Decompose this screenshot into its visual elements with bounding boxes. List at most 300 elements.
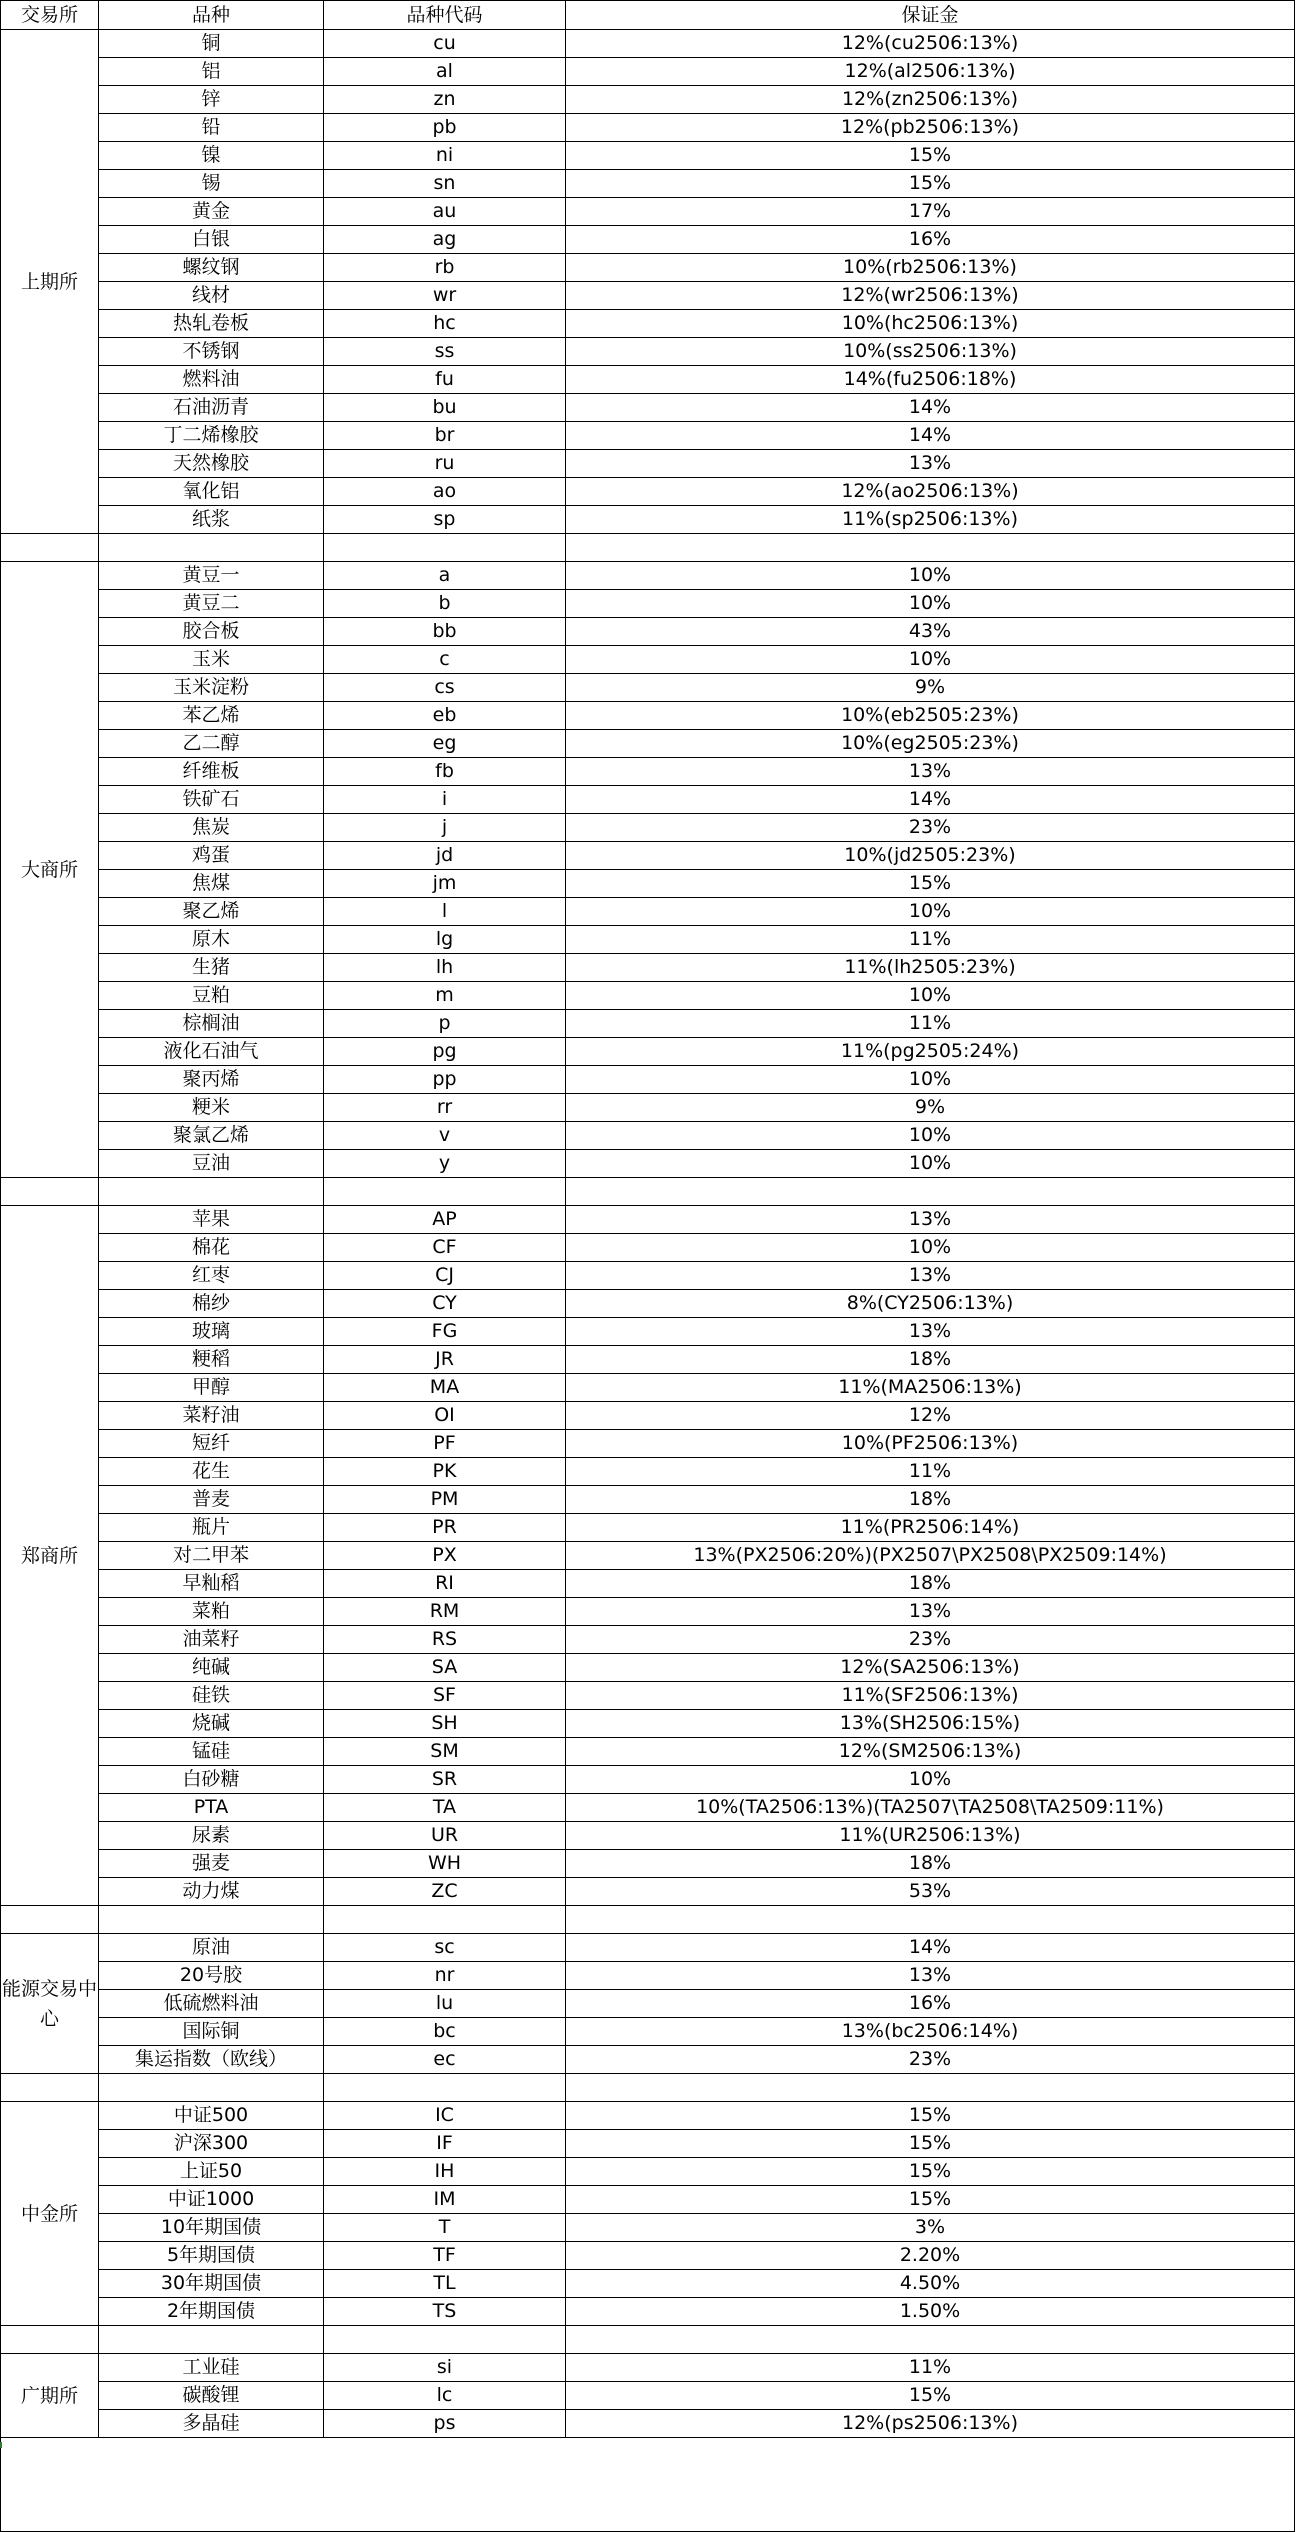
code-cell[interactable]: bc — [324, 2018, 566, 2046]
code-cell[interactable]: ni — [324, 142, 566, 170]
variety-cell[interactable]: 聚乙烯 — [99, 898, 324, 926]
margin-cell[interactable]: 10%(rb2506:13%) — [566, 254, 1295, 282]
code-cell[interactable]: SR — [324, 1766, 566, 1794]
variety-cell[interactable]: 甲醇 — [99, 1374, 324, 1402]
code-cell[interactable]: ss — [324, 338, 566, 366]
variety-cell[interactable]: 短纤 — [99, 1430, 324, 1458]
variety-cell[interactable]: PTA — [99, 1794, 324, 1822]
code-cell[interactable]: IF — [324, 2130, 566, 2158]
code-cell[interactable]: FG — [324, 1318, 566, 1346]
variety-cell[interactable]: 国际铜 — [99, 2018, 324, 2046]
margin-cell[interactable]: 18% — [566, 1850, 1295, 1878]
margin-cell[interactable]: 12%(ps2506:13%) — [566, 2410, 1295, 2438]
variety-cell[interactable]: 动力煤 — [99, 1878, 324, 1906]
margin-cell[interactable]: 17% — [566, 198, 1295, 226]
margin-cell[interactable]: 11% — [566, 926, 1295, 954]
code-cell[interactable]: br — [324, 422, 566, 450]
code-cell[interactable]: sc — [324, 1934, 566, 1962]
empty-cell[interactable] — [1, 2438, 1295, 2532]
variety-cell[interactable]: 镍 — [99, 142, 324, 170]
code-cell[interactable]: SH — [324, 1710, 566, 1738]
margin-cell[interactable]: 11%(MA2506:13%) — [566, 1374, 1295, 1402]
margin-cell[interactable]: 18% — [566, 1486, 1295, 1514]
variety-cell[interactable]: 生猪 — [99, 954, 324, 982]
empty-cell[interactable] — [99, 1906, 324, 1934]
variety-cell[interactable]: 沪深300 — [99, 2130, 324, 2158]
variety-cell[interactable]: 锌 — [99, 86, 324, 114]
margin-cell[interactable]: 10% — [566, 1766, 1295, 1794]
empty-cell[interactable] — [99, 534, 324, 562]
margin-cell[interactable]: 1.50% — [566, 2298, 1295, 2326]
code-cell[interactable]: TS — [324, 2298, 566, 2326]
code-cell[interactable]: IM — [324, 2186, 566, 2214]
margin-cell[interactable]: 13%(PX2506:20%)(PX2507\PX2508\PX2509:14%) — [566, 1542, 1295, 1570]
margin-cell[interactable]: 10%(eg2505:23%) — [566, 730, 1295, 758]
margin-cell[interactable]: 10% — [566, 898, 1295, 926]
empty-cell[interactable] — [324, 2326, 566, 2354]
variety-cell[interactable]: 低硫燃料油 — [99, 1990, 324, 2018]
margin-cell[interactable]: 15% — [566, 170, 1295, 198]
code-cell[interactable]: pp — [324, 1066, 566, 1094]
margin-cell[interactable]: 10%(hc2506:13%) — [566, 310, 1295, 338]
variety-cell[interactable]: 10年期国债 — [99, 2214, 324, 2242]
variety-cell[interactable]: 白银 — [99, 226, 324, 254]
margin-cell[interactable]: 9% — [566, 1094, 1295, 1122]
code-cell[interactable]: sp — [324, 506, 566, 534]
variety-cell[interactable]: 菜籽油 — [99, 1402, 324, 1430]
code-cell[interactable]: lc — [324, 2382, 566, 2410]
margin-cell[interactable]: 13%(bc2506:14%) — [566, 2018, 1295, 2046]
table-row — [1, 1934, 1295, 1962]
margin-cell[interactable]: 13% — [566, 1206, 1295, 1234]
code-cell[interactable]: T — [324, 2214, 566, 2242]
margin-cell[interactable]: 11% — [566, 1010, 1295, 1038]
margin-cell[interactable]: 11%(UR2506:13%) — [566, 1822, 1295, 1850]
empty-cell[interactable] — [99, 2326, 324, 2354]
variety-cell[interactable]: 液化石油气 — [99, 1038, 324, 1066]
variety-cell[interactable]: 油菜籽 — [99, 1626, 324, 1654]
empty-cell[interactable] — [1, 2326, 99, 2354]
margin-cell[interactable]: 11%(sp2506:13%) — [566, 506, 1295, 534]
margin-cell[interactable]: 4.50% — [566, 2270, 1295, 2298]
variety-cell[interactable]: 碳酸锂 — [99, 2382, 324, 2410]
variety-cell[interactable]: 粳稻 — [99, 1346, 324, 1374]
variety-cell[interactable]: 豆油 — [99, 1150, 324, 1178]
variety-cell[interactable]: 红枣 — [99, 1262, 324, 1290]
variety-cell[interactable]: 焦煤 — [99, 870, 324, 898]
exchange-cell[interactable]: 大商所 — [1, 562, 99, 1178]
variety-cell[interactable]: 锡 — [99, 170, 324, 198]
code-cell[interactable]: i — [324, 786, 566, 814]
margin-cell[interactable]: 23% — [566, 2046, 1295, 2074]
variety-cell[interactable]: 中证1000 — [99, 2186, 324, 2214]
margin-cell[interactable]: 10%(TA2506:13%)(TA2507\TA2508\TA2509:11%) — [566, 1794, 1295, 1822]
variety-cell[interactable]: 苯乙烯 — [99, 702, 324, 730]
empty-cell[interactable] — [566, 1178, 1295, 1206]
margin-cell[interactable]: 16% — [566, 1990, 1295, 2018]
margin-cell[interactable]: 43% — [566, 618, 1295, 646]
code-cell[interactable]: UR — [324, 1822, 566, 1850]
table-row — [1, 114, 1295, 142]
table-row — [1, 1598, 1295, 1626]
code-cell[interactable]: ru — [324, 450, 566, 478]
variety-cell[interactable]: 玻璃 — [99, 1318, 324, 1346]
code-cell[interactable]: TL — [324, 2270, 566, 2298]
code-cell[interactable]: v — [324, 1122, 566, 1150]
code-cell[interactable]: c — [324, 646, 566, 674]
code-cell[interactable]: al — [324, 58, 566, 86]
margin-cell[interactable]: 14% — [566, 394, 1295, 422]
empty-cell[interactable] — [566, 534, 1295, 562]
code-cell[interactable]: PK — [324, 1458, 566, 1486]
margin-cell[interactable]: 12%(cu2506:13%) — [566, 30, 1295, 58]
code-cell[interactable]: jd — [324, 842, 566, 870]
margin-cell[interactable]: 10% — [566, 562, 1295, 590]
variety-cell[interactable]: 氧化铝 — [99, 478, 324, 506]
empty-cell[interactable] — [566, 2074, 1295, 2102]
variety-cell[interactable]: 玉米淀粉 — [99, 674, 324, 702]
code-cell[interactable]: l — [324, 898, 566, 926]
code-cell[interactable]: bu — [324, 394, 566, 422]
exchange-cell[interactable]: 上期所 — [1, 30, 99, 534]
empty-cell[interactable] — [324, 1178, 566, 1206]
variety-cell[interactable]: 白砂糖 — [99, 1766, 324, 1794]
variety-cell[interactable]: 纯碱 — [99, 1654, 324, 1682]
variety-cell[interactable]: 铁矿石 — [99, 786, 324, 814]
margin-cell[interactable]: 13% — [566, 1598, 1295, 1626]
table-row — [1, 562, 1295, 590]
variety-cell[interactable]: 不锈钢 — [99, 338, 324, 366]
variety-cell[interactable]: 原油 — [99, 1934, 324, 1962]
code-cell[interactable]: m — [324, 982, 566, 1010]
margin-cell[interactable]: 13%(SH2506:15%) — [566, 1710, 1295, 1738]
margin-cell[interactable]: 11%(SF2506:13%) — [566, 1682, 1295, 1710]
margin-cell[interactable]: 11%(lh2505:23%) — [566, 954, 1295, 982]
variety-cell[interactable]: 鸡蛋 — [99, 842, 324, 870]
variety-cell[interactable]: 黄金 — [99, 198, 324, 226]
code-cell[interactable]: eb — [324, 702, 566, 730]
header-code[interactable]: 品种代码 — [324, 1, 566, 30]
variety-cell[interactable]: 焦炭 — [99, 814, 324, 842]
code-cell[interactable]: bb — [324, 618, 566, 646]
variety-cell[interactable]: 多晶硅 — [99, 2410, 324, 2438]
code-cell[interactable]: CJ — [324, 1262, 566, 1290]
variety-cell[interactable]: 玉米 — [99, 646, 324, 674]
table-row — [1, 1682, 1295, 1710]
empty-cell[interactable] — [324, 1906, 566, 1934]
empty-cell[interactable] — [1, 1906, 99, 1934]
empty-cell[interactable] — [99, 2074, 324, 2102]
variety-cell[interactable]: 菜粕 — [99, 1598, 324, 1626]
margin-cell[interactable]: 15% — [566, 2382, 1295, 2410]
code-cell[interactable]: a — [324, 562, 566, 590]
table-row — [1, 590, 1295, 618]
variety-cell[interactable]: 线材 — [99, 282, 324, 310]
code-cell[interactable]: AP — [324, 1206, 566, 1234]
code-cell[interactable]: pb — [324, 114, 566, 142]
variety-cell[interactable]: 燃料油 — [99, 366, 324, 394]
variety-cell[interactable]: 2年期国债 — [99, 2298, 324, 2326]
variety-cell[interactable]: 豆粕 — [99, 982, 324, 1010]
margin-cell[interactable]: 14% — [566, 786, 1295, 814]
table-row — [1, 366, 1295, 394]
code-cell[interactable]: y — [324, 1150, 566, 1178]
code-cell[interactable]: JR — [324, 1346, 566, 1374]
table-row — [1, 870, 1295, 898]
code-cell[interactable]: au — [324, 198, 566, 226]
code-cell[interactable]: b — [324, 590, 566, 618]
exchange-cell[interactable]: 能源交易中心 — [1, 1934, 99, 2074]
margin-cell[interactable]: 18% — [566, 1570, 1295, 1598]
empty-cell[interactable] — [324, 2074, 566, 2102]
margin-cell[interactable]: 15% — [566, 870, 1295, 898]
empty-cell[interactable] — [1, 2074, 99, 2102]
margin-cell[interactable]: 13% — [566, 1262, 1295, 1290]
table-row — [1, 282, 1295, 310]
code-cell[interactable]: jm — [324, 870, 566, 898]
variety-cell[interactable]: 铜 — [99, 30, 324, 58]
variety-cell[interactable]: 棉花 — [99, 1234, 324, 1262]
margin-cell[interactable]: 3% — [566, 2214, 1295, 2242]
margin-cell[interactable]: 16% — [566, 226, 1295, 254]
variety-cell[interactable]: 上证50 — [99, 2158, 324, 2186]
margin-cell[interactable]: 10%(ss2506:13%) — [566, 338, 1295, 366]
margin-cell[interactable]: 12%(wr2506:13%) — [566, 282, 1295, 310]
empty-cell[interactable] — [99, 1178, 324, 1206]
margin-cell[interactable]: 10%(jd2505:23%) — [566, 842, 1295, 870]
margin-cell[interactable]: 13% — [566, 1962, 1295, 1990]
code-cell[interactable]: SF — [324, 1682, 566, 1710]
variety-cell[interactable]: 早籼稻 — [99, 1570, 324, 1598]
code-cell[interactable]: PM — [324, 1486, 566, 1514]
code-cell[interactable]: WH — [324, 1850, 566, 1878]
margin-cell[interactable]: 2.20% — [566, 2242, 1295, 2270]
table-row — [1, 478, 1295, 506]
blank-row — [1, 1906, 1295, 1934]
code-cell[interactable]: PF — [324, 1430, 566, 1458]
blank-row — [1, 1178, 1295, 1206]
variety-cell[interactable]: 螺纹钢 — [99, 254, 324, 282]
variety-cell[interactable]: 黄豆二 — [99, 590, 324, 618]
code-cell[interactable]: lu — [324, 1990, 566, 2018]
margin-cell[interactable]: 13% — [566, 450, 1295, 478]
code-cell[interactable]: wr — [324, 282, 566, 310]
margin-cell[interactable]: 12%(zn2506:13%) — [566, 86, 1295, 114]
variety-cell[interactable]: 纤维板 — [99, 758, 324, 786]
variety-cell[interactable]: 苹果 — [99, 1206, 324, 1234]
margin-cell[interactable]: 10%(PF2506:13%) — [566, 1430, 1295, 1458]
margin-cell[interactable]: 10% — [566, 1234, 1295, 1262]
margin-cell[interactable]: 9% — [566, 674, 1295, 702]
code-cell[interactable]: ag — [324, 226, 566, 254]
variety-cell[interactable]: 锰硅 — [99, 1738, 324, 1766]
variety-cell[interactable]: 中证500 — [99, 2102, 324, 2130]
variety-cell[interactable]: 聚丙烯 — [99, 1066, 324, 1094]
margin-table-body — [1, 1, 1295, 2532]
variety-cell[interactable]: 粳米 — [99, 1094, 324, 1122]
code-cell[interactable]: ps — [324, 2410, 566, 2438]
margin-cell[interactable]: 12%(SM2506:13%) — [566, 1738, 1295, 1766]
margin-cell[interactable]: 23% — [566, 814, 1295, 842]
variety-cell[interactable]: 棉纱 — [99, 1290, 324, 1318]
variety-cell[interactable]: 铝 — [99, 58, 324, 86]
code-cell[interactable]: fu — [324, 366, 566, 394]
code-cell[interactable]: CF — [324, 1234, 566, 1262]
code-cell[interactable]: p — [324, 1010, 566, 1038]
exchange-cell[interactable]: 广期所 — [1, 2354, 99, 2438]
code-cell[interactable]: ao — [324, 478, 566, 506]
table-row — [1, 842, 1295, 870]
variety-cell[interactable]: 工业硅 — [99, 2354, 324, 2382]
code-cell[interactable]: sn — [324, 170, 566, 198]
margin-cell[interactable]: 11%(PR2506:14%) — [566, 1514, 1295, 1542]
exchange-cell[interactable]: 郑商所 — [1, 1206, 99, 1906]
code-cell[interactable]: PX — [324, 1542, 566, 1570]
code-cell[interactable]: RI — [324, 1570, 566, 1598]
variety-cell[interactable]: 普麦 — [99, 1486, 324, 1514]
code-cell[interactable]: ec — [324, 2046, 566, 2074]
margin-cell[interactable]: 23% — [566, 1626, 1295, 1654]
margin-cell[interactable]: 10% — [566, 646, 1295, 674]
variety-cell[interactable]: 原木 — [99, 926, 324, 954]
empty-cell[interactable] — [324, 534, 566, 562]
margin-cell[interactable]: 8%(CY2506:13%) — [566, 1290, 1295, 1318]
code-cell[interactable]: TF — [324, 2242, 566, 2270]
exchange-cell[interactable]: 中金所 — [1, 2102, 99, 2326]
code-cell[interactable]: IC — [324, 2102, 566, 2130]
margin-cell[interactable]: 10% — [566, 1122, 1295, 1150]
code-cell[interactable]: SM — [324, 1738, 566, 1766]
code-cell[interactable]: lh — [324, 954, 566, 982]
margin-cell[interactable]: 14% — [566, 1934, 1295, 1962]
variety-cell[interactable]: 瓶片 — [99, 1514, 324, 1542]
variety-cell[interactable]: 乙二醇 — [99, 730, 324, 758]
variety-cell[interactable]: 烧碱 — [99, 1710, 324, 1738]
code-cell[interactable]: rr — [324, 1094, 566, 1122]
margin-cell[interactable]: 10% — [566, 1150, 1295, 1178]
margin-cell[interactable]: 15% — [566, 2158, 1295, 2186]
margin-cell[interactable]: 10% — [566, 982, 1295, 1010]
variety-cell[interactable]: 黄豆一 — [99, 562, 324, 590]
table-row — [1, 1374, 1295, 1402]
code-cell[interactable]: IH — [324, 2158, 566, 2186]
code-cell[interactable]: ZC — [324, 1878, 566, 1906]
margin-cell[interactable]: 12%(al2506:13%) — [566, 58, 1295, 86]
empty-cell[interactable] — [1, 534, 99, 562]
margin-cell[interactable]: 12%(pb2506:13%) — [566, 114, 1295, 142]
margin-cell[interactable]: 11% — [566, 2354, 1295, 2382]
margin-cell[interactable]: 10% — [566, 590, 1295, 618]
variety-cell[interactable]: 纸浆 — [99, 506, 324, 534]
code-cell[interactable]: MA — [324, 1374, 566, 1402]
code-cell[interactable]: eg — [324, 730, 566, 758]
variety-cell[interactable]: 硅铁 — [99, 1682, 324, 1710]
table-row — [1, 1878, 1295, 1906]
code-cell[interactable]: si — [324, 2354, 566, 2382]
code-cell[interactable]: RM — [324, 1598, 566, 1626]
table-row — [1, 1066, 1295, 1094]
variety-cell[interactable]: 铅 — [99, 114, 324, 142]
empty-cell[interactable] — [1, 1178, 99, 1206]
code-cell[interactable]: cu — [324, 30, 566, 58]
margin-cell[interactable]: 12% — [566, 1402, 1295, 1430]
variety-cell[interactable]: 5年期国债 — [99, 2242, 324, 2270]
margin-cell[interactable]: 11%(pg2505:24%) — [566, 1038, 1295, 1066]
variety-cell[interactable]: 对二甲苯 — [99, 1542, 324, 1570]
margin-cell[interactable]: 15% — [566, 142, 1295, 170]
header-exchange[interactable]: 交易所 — [1, 1, 99, 30]
code-cell[interactable]: lg — [324, 926, 566, 954]
code-cell[interactable]: zn — [324, 86, 566, 114]
variety-cell[interactable]: 尿素 — [99, 1822, 324, 1850]
table-row — [1, 674, 1295, 702]
code-cell[interactable]: cs — [324, 674, 566, 702]
table-row — [1, 646, 1295, 674]
code-cell[interactable]: rb — [324, 254, 566, 282]
table-row — [1, 2410, 1295, 2438]
variety-cell[interactable]: 集运指数（欧线） — [99, 2046, 324, 2074]
code-cell[interactable]: PR — [324, 1514, 566, 1542]
margin-cell[interactable]: 10% — [566, 1066, 1295, 1094]
table-row — [1, 2242, 1295, 2270]
variety-cell[interactable]: 聚氯乙烯 — [99, 1122, 324, 1150]
margin-cell[interactable]: 15% — [566, 2102, 1295, 2130]
margin-cell[interactable]: 14% — [566, 422, 1295, 450]
table-row — [1, 1318, 1295, 1346]
variety-cell[interactable]: 20号胶 — [99, 1962, 324, 1990]
variety-cell[interactable]: 丁二烯橡胶 — [99, 422, 324, 450]
code-cell[interactable]: j — [324, 814, 566, 842]
empty-cell[interactable] — [566, 2326, 1295, 2354]
variety-cell[interactable]: 胶合板 — [99, 618, 324, 646]
variety-cell[interactable]: 石油沥青 — [99, 394, 324, 422]
empty-cell[interactable] — [566, 1906, 1295, 1934]
header-row — [1, 1, 1295, 30]
margin-cell[interactable]: 15% — [566, 2186, 1295, 2214]
header-variety[interactable]: 品种 — [99, 1, 324, 30]
margin-cell[interactable]: 11% — [566, 1458, 1295, 1486]
margin-cell[interactable]: 13% — [566, 1318, 1295, 1346]
code-cell[interactable]: pg — [324, 1038, 566, 1066]
code-cell[interactable]: CY — [324, 1290, 566, 1318]
margin-cell[interactable]: 18% — [566, 1346, 1295, 1374]
margin-cell[interactable]: 12%(SA2506:13%) — [566, 1654, 1295, 1682]
header-margin[interactable]: 保证金 — [566, 1, 1295, 30]
variety-cell[interactable]: 热轧卷板 — [99, 310, 324, 338]
variety-cell[interactable]: 强麦 — [99, 1850, 324, 1878]
code-cell[interactable]: OI — [324, 1402, 566, 1430]
table-row — [1, 2214, 1295, 2242]
variety-cell[interactable]: 30年期国债 — [99, 2270, 324, 2298]
code-cell[interactable]: fb — [324, 758, 566, 786]
margin-cell[interactable]: 15% — [566, 2130, 1295, 2158]
variety-cell[interactable]: 棕榈油 — [99, 1010, 324, 1038]
code-cell[interactable]: TA — [324, 1794, 566, 1822]
table-row — [1, 1766, 1295, 1794]
margin-cell[interactable]: 53% — [566, 1878, 1295, 1906]
margin-cell[interactable]: 14%(fu2506:18%) — [566, 366, 1295, 394]
code-cell[interactable]: hc — [324, 310, 566, 338]
code-cell[interactable]: SA — [324, 1654, 566, 1682]
margin-cell[interactable]: 12%(ao2506:13%) — [566, 478, 1295, 506]
code-cell[interactable]: RS — [324, 1626, 566, 1654]
variety-cell[interactable]: 花生 — [99, 1458, 324, 1486]
code-cell[interactable]: nr — [324, 1962, 566, 1990]
margin-cell[interactable]: 13% — [566, 758, 1295, 786]
margin-cell[interactable]: 10%(eb2505:23%) — [566, 702, 1295, 730]
table-row — [1, 1402, 1295, 1430]
variety-cell[interactable]: 天然橡胶 — [99, 450, 324, 478]
